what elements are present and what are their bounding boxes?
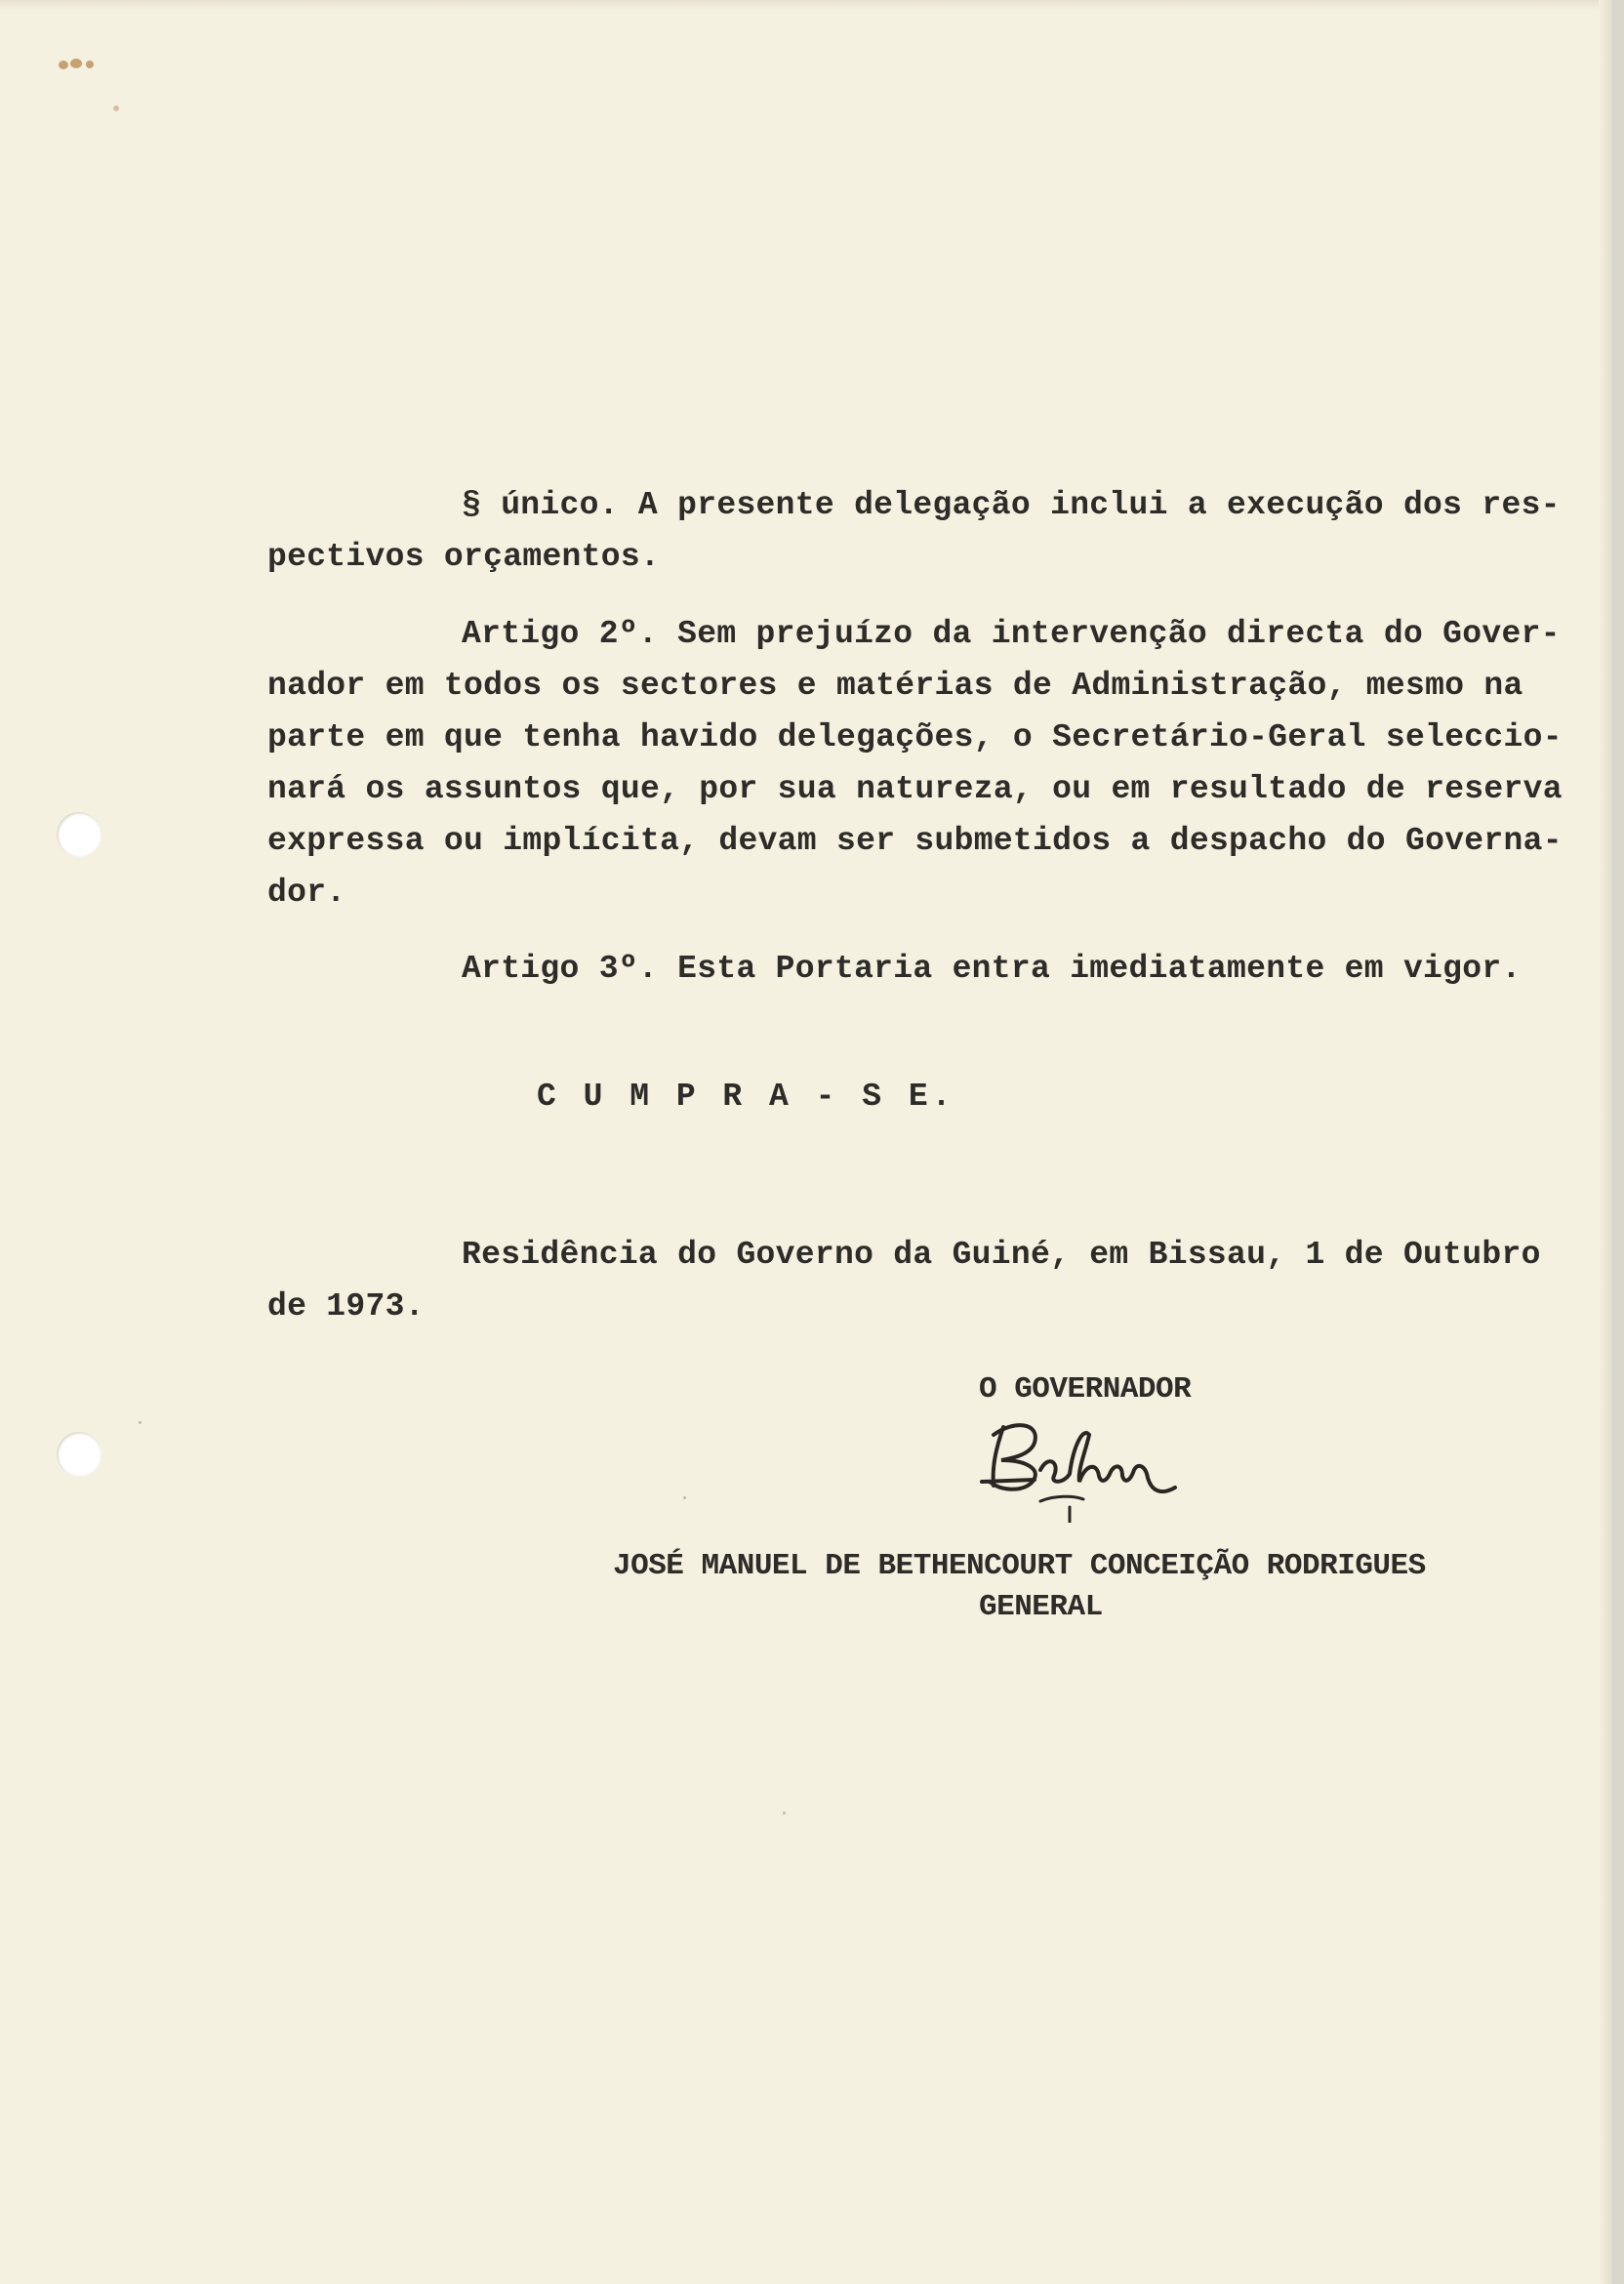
punch-hole (57, 1432, 102, 1477)
rust-stain (59, 61, 68, 69)
place-date-line: de 1973. (267, 1288, 425, 1325)
paper-speck (783, 1812, 786, 1815)
place-date-line: Residência do Governo da Guiné, em Bissau, 1 de Outubro (462, 1237, 1541, 1273)
paper-speck (139, 1421, 142, 1424)
artigo-2-line: nará os assuntos que, por sua natureza, ou em resultado de reserva (267, 771, 1563, 807)
artigo-3-line: Artigo 3º. Esta Portaria entra imediatamente em vigor. (462, 951, 1522, 987)
paragraph-unico-line: pectivos orçamentos. (267, 539, 661, 575)
paragraph-unico-line: § único. A presente delegação inclui a execução dos res- (462, 487, 1561, 523)
handwritten-signature (976, 1406, 1200, 1523)
signatory-name: JOSÉ MANUEL DE BETHENCOURT CONCEIÇÃO RODRIGUES (613, 1549, 1426, 1583)
rust-stain (113, 105, 119, 111)
artigo-2-line: nador em todos os sectores e matérias de Administração, mesmo na (267, 668, 1523, 704)
punch-hole (57, 812, 102, 857)
rust-stain (70, 59, 82, 68)
artigo-2-line: dor. (267, 875, 346, 911)
signatory-rank: GENERAL (979, 1590, 1103, 1624)
paper-speck (683, 1496, 686, 1499)
artigo-2-line: expressa ou implícita, devam ser submetidos a despacho do Governa- (267, 823, 1563, 859)
page-edge-shadow (1599, 0, 1612, 2284)
signature-title: O GOVERNADOR (979, 1372, 1192, 1407)
rust-stain (86, 61, 94, 68)
cumpra-se: C U M P R A - S E. (537, 1079, 955, 1115)
artigo-2-line: parte em que tenha havido delegações, o Secretário-Geral seleccio- (267, 719, 1563, 755)
page-top-shadow (0, 0, 1612, 10)
artigo-2-line: Artigo 2º. Sem prejuízo da intervenção directa do Gover- (462, 616, 1561, 652)
